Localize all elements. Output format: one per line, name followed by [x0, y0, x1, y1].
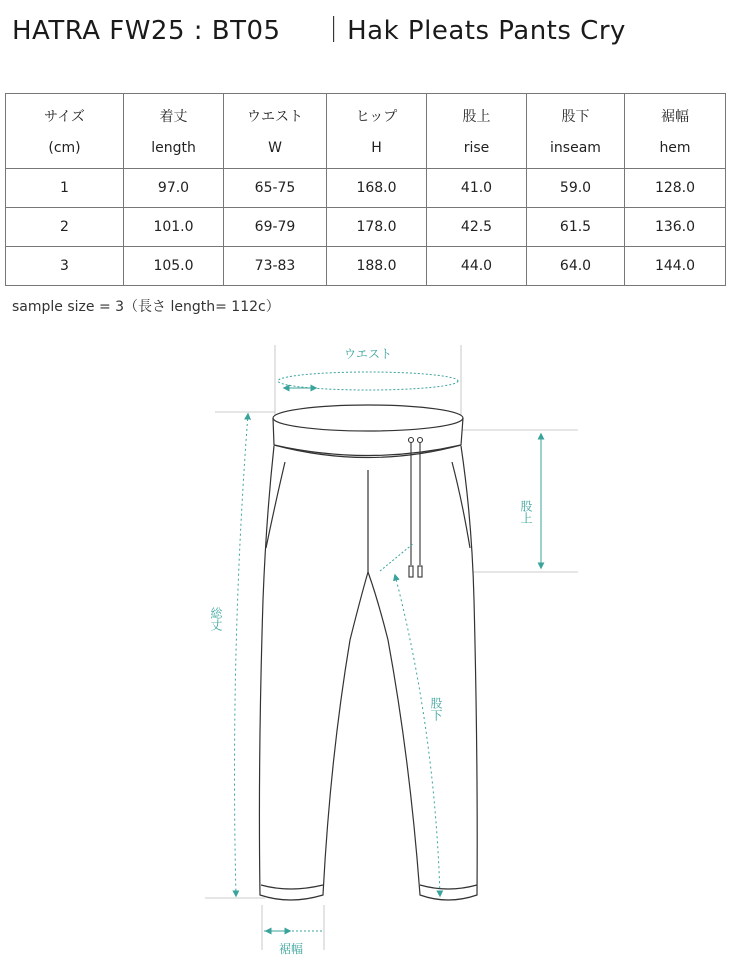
table-cell: 97.0 [124, 169, 224, 208]
table-cell: 144.0 [625, 247, 726, 286]
hem-label: 裾幅 [278, 942, 304, 956]
header-cell-hip: ヒップ H [327, 94, 427, 169]
waist-measure [278, 347, 458, 390]
table-cell: 69-79 [224, 208, 327, 247]
waistband-top [273, 405, 463, 431]
header-cell-hem: 裾幅 hem [625, 94, 726, 169]
product-code: HATRA FW25 : BT05 [12, 16, 281, 46]
header-cell-inseam: 股下 inseam [527, 94, 625, 169]
header-cell-waist: ウエスト W [224, 94, 327, 169]
header-cell-length: 着丈 length [124, 94, 224, 169]
pants-outline [259, 405, 477, 900]
header-cell-rise: 股上 rise [427, 94, 527, 169]
table-cell: 1 [6, 169, 124, 208]
left-leg [259, 446, 368, 900]
table-cell: 64.0 [527, 247, 625, 286]
size-table [5, 93, 726, 286]
table-cell: 105.0 [124, 247, 224, 286]
rise-measure [519, 434, 541, 568]
table-cell: 2 [6, 208, 124, 247]
table-cell: 101.0 [124, 208, 224, 247]
table-cell: 59.0 [527, 169, 625, 208]
table-row [6, 169, 726, 208]
pants-measurement-diagram [0, 330, 738, 962]
sample-size-note: sample size = 3（長さ length= 112c） [12, 299, 280, 315]
waist-label: ウエスト [343, 347, 393, 361]
product-name: ｜Hak Pleats Pants Cry [320, 16, 626, 46]
table-cell: 73-83 [224, 247, 327, 286]
table-cell: 136.0 [625, 208, 726, 247]
table-cell: 3 [6, 247, 124, 286]
total-length-label: 総丈 [209, 607, 223, 631]
rise-label: 股上 [519, 500, 533, 524]
table-row [6, 247, 726, 286]
table-header-row [6, 94, 726, 169]
inseam-label: 股下 [429, 697, 443, 721]
table-row [6, 208, 726, 247]
hem-measure [264, 931, 322, 956]
page-title [12, 10, 626, 47]
header-cell-size: サイズ (cm) [6, 94, 124, 169]
table-cell: 188.0 [327, 247, 427, 286]
table-cell: 178.0 [327, 208, 427, 247]
table-cell: 41.0 [427, 169, 527, 208]
table-cell: 168.0 [327, 169, 427, 208]
table-cell: 128.0 [625, 169, 726, 208]
table-cell: 65-75 [224, 169, 327, 208]
right-leg [368, 446, 477, 900]
table-cell: 61.5 [527, 208, 625, 247]
table-cell: 42.5 [427, 208, 527, 247]
table-cell: 44.0 [427, 247, 527, 286]
total-length-measure [209, 414, 248, 896]
